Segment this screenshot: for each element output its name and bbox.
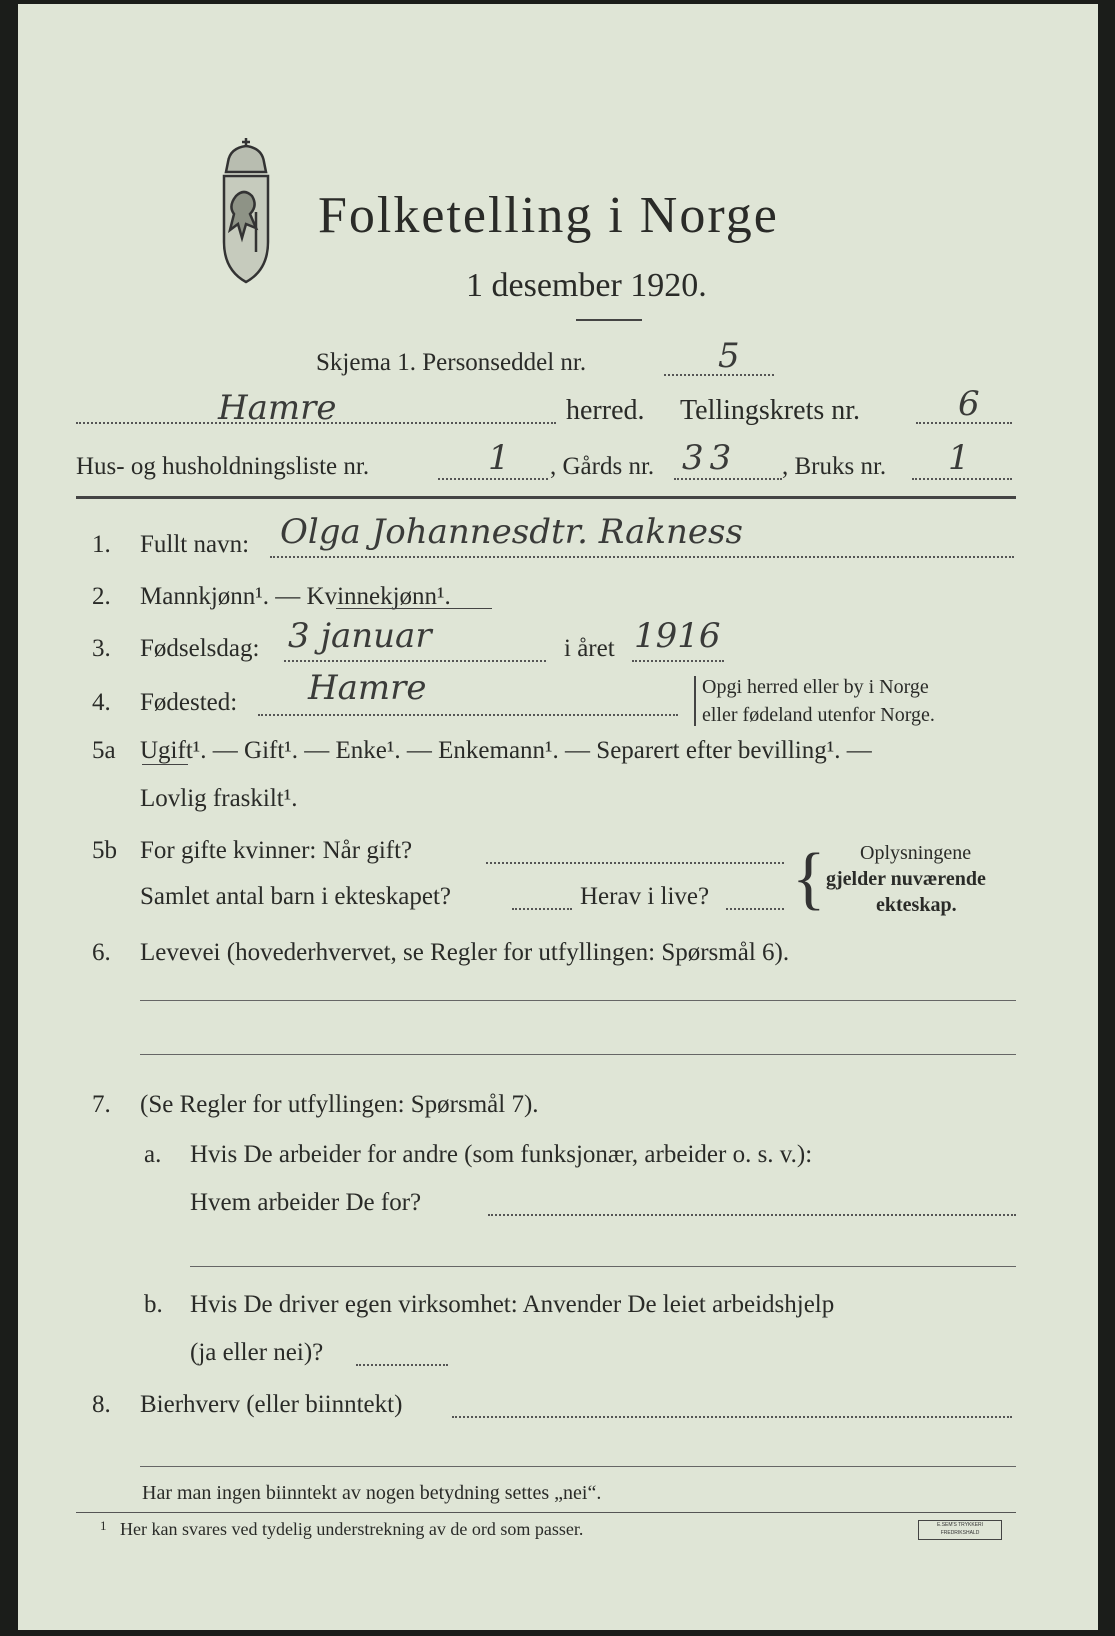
husholdning-number: 1 [488, 438, 510, 478]
title-underline [576, 319, 642, 321]
q7a-line-2 [190, 1266, 1016, 1267]
q5b-line-3 [726, 908, 784, 910]
q5b-label-2: Samlet antal barn i ekteskapet? [140, 883, 451, 910]
q1-label: Fullt navn: [140, 531, 250, 558]
q7a-label-2: Hvem arbeider De for? [190, 1189, 422, 1216]
q7b-label-2: (ja eller nei)? [190, 1339, 324, 1366]
q4-label: Fødested: [140, 689, 238, 716]
q4-value: Hamre [308, 668, 427, 708]
herred-label: herred. [566, 395, 645, 426]
census-form [18, 4, 1098, 1630]
q3-line [284, 660, 546, 662]
q4-note-bar [694, 676, 696, 726]
q7-label: (Se Regler for utfyllingen: Spørsmål 7). [140, 1091, 539, 1118]
q7b-line [356, 1364, 448, 1366]
q5b-note-3: ekteskap. [876, 894, 957, 916]
q1-number: 1. [92, 531, 111, 558]
gards-number: 33 [682, 438, 738, 478]
q6-line-2 [140, 1054, 1016, 1055]
biinntekt-note: Har man ingen biinntekt av nogen betydning settes „nei“. [142, 1482, 602, 1504]
header-divider [76, 496, 1016, 499]
personseddel-number: 5 [718, 336, 740, 376]
q4-note-1: Opgi herred eller by i Norge [702, 676, 929, 698]
q8-line-1 [452, 1416, 1012, 1418]
norwegian-coat-of-arms-icon [206, 132, 286, 294]
footnote-number: 1 [100, 1518, 107, 1533]
bruks-number: 1 [948, 438, 970, 478]
q5b-line-2 [512, 908, 572, 910]
q5a-label: Ugift¹. — Gift¹. — Enke¹. — Enkemann¹. — Separert efter bevilling¹. — [140, 737, 872, 764]
q7-number: 7. [92, 1091, 111, 1118]
q5b-label: For gifte kvinner: Når gift? [140, 837, 413, 864]
bruks-line [912, 478, 1012, 480]
footnote-text: Her kan svares ved tydelig understrekning av de ord som passer. [120, 1519, 584, 1539]
q3-year-label: i året [564, 635, 615, 662]
q8-line-2 [140, 1466, 1016, 1467]
q6-number: 6. [92, 939, 111, 966]
printer-stamp [918, 1520, 1002, 1540]
footnote-divider [76, 1512, 1016, 1513]
q6-line-1 [140, 1000, 1016, 1001]
q5a-underline [142, 764, 188, 765]
q7b-label: Hvis De driver egen virksomhet: Anvender De leiet arbeidshjelp [190, 1291, 835, 1318]
q1-value: Olga Johannesdtr. Rakness [280, 512, 743, 552]
husholdning-line [438, 478, 548, 480]
husholdning-label: Hus- og husholdningsliste nr. [76, 453, 370, 480]
q5b-note-2: gjelder nuværende [826, 868, 986, 890]
q7b-number: b. [144, 1291, 163, 1318]
gards-label: , Gårds nr. [550, 453, 655, 480]
q2-number: 2. [92, 583, 111, 610]
q7a-line-1 [488, 1214, 1016, 1216]
q5b-brace: { [792, 840, 826, 917]
tellingskrets-label: Tellingskrets nr. [680, 395, 861, 426]
bruks-label: , Bruks nr. [782, 453, 887, 480]
q3-value: 3 januar [288, 616, 432, 656]
printer-stamp-text: E.SEM'S TRYKKERI FREDRIKSHALD [936, 1522, 984, 1536]
q6-label: Levevei (hovederhvervet, se Regler for utfyllingen: Spørsmål 6). [140, 939, 790, 966]
q7a-label: Hvis De arbeider for andre (som funksjonær, arbeider o. s. v.): [190, 1141, 813, 1168]
q5b-number: 5b [92, 837, 117, 864]
q3-year-value: 1916 [634, 616, 721, 656]
q5a-label-2: Lovlig fraskilt¹. [140, 785, 298, 812]
q2-label: Mannkjønn¹. — Kvinnekjønn¹. [140, 583, 451, 610]
q1-line [270, 556, 1014, 558]
q3-number: 3. [92, 635, 111, 662]
form-title: Folketelling i Norge [318, 187, 779, 244]
gards-line [674, 478, 782, 480]
q4-line [258, 714, 678, 716]
q7a-number: a. [144, 1141, 162, 1168]
census-date: 1 desember 1920. [466, 267, 707, 304]
q5b-label-3: Herav i live? [580, 883, 710, 910]
q4-number: 4. [92, 689, 111, 716]
herred-value: Hamre [218, 388, 337, 428]
q5a-number: 5a [92, 737, 116, 764]
q2-underline [336, 608, 492, 609]
q4-note-2: eller fødeland utenfor Norge. [702, 704, 935, 726]
q8-number: 8. [92, 1391, 111, 1418]
schema-label: Skjema 1. Personseddel nr. [316, 349, 587, 376]
q5b-note-1: Oplysningene [860, 842, 972, 864]
q3-year-line [632, 660, 724, 662]
q3-label: Fødselsdag: [140, 635, 260, 662]
q5b-line-1 [486, 862, 784, 864]
tellingskrets-number: 6 [958, 384, 980, 424]
q8-label: Bierhverv (eller biinntekt) [140, 1391, 403, 1418]
